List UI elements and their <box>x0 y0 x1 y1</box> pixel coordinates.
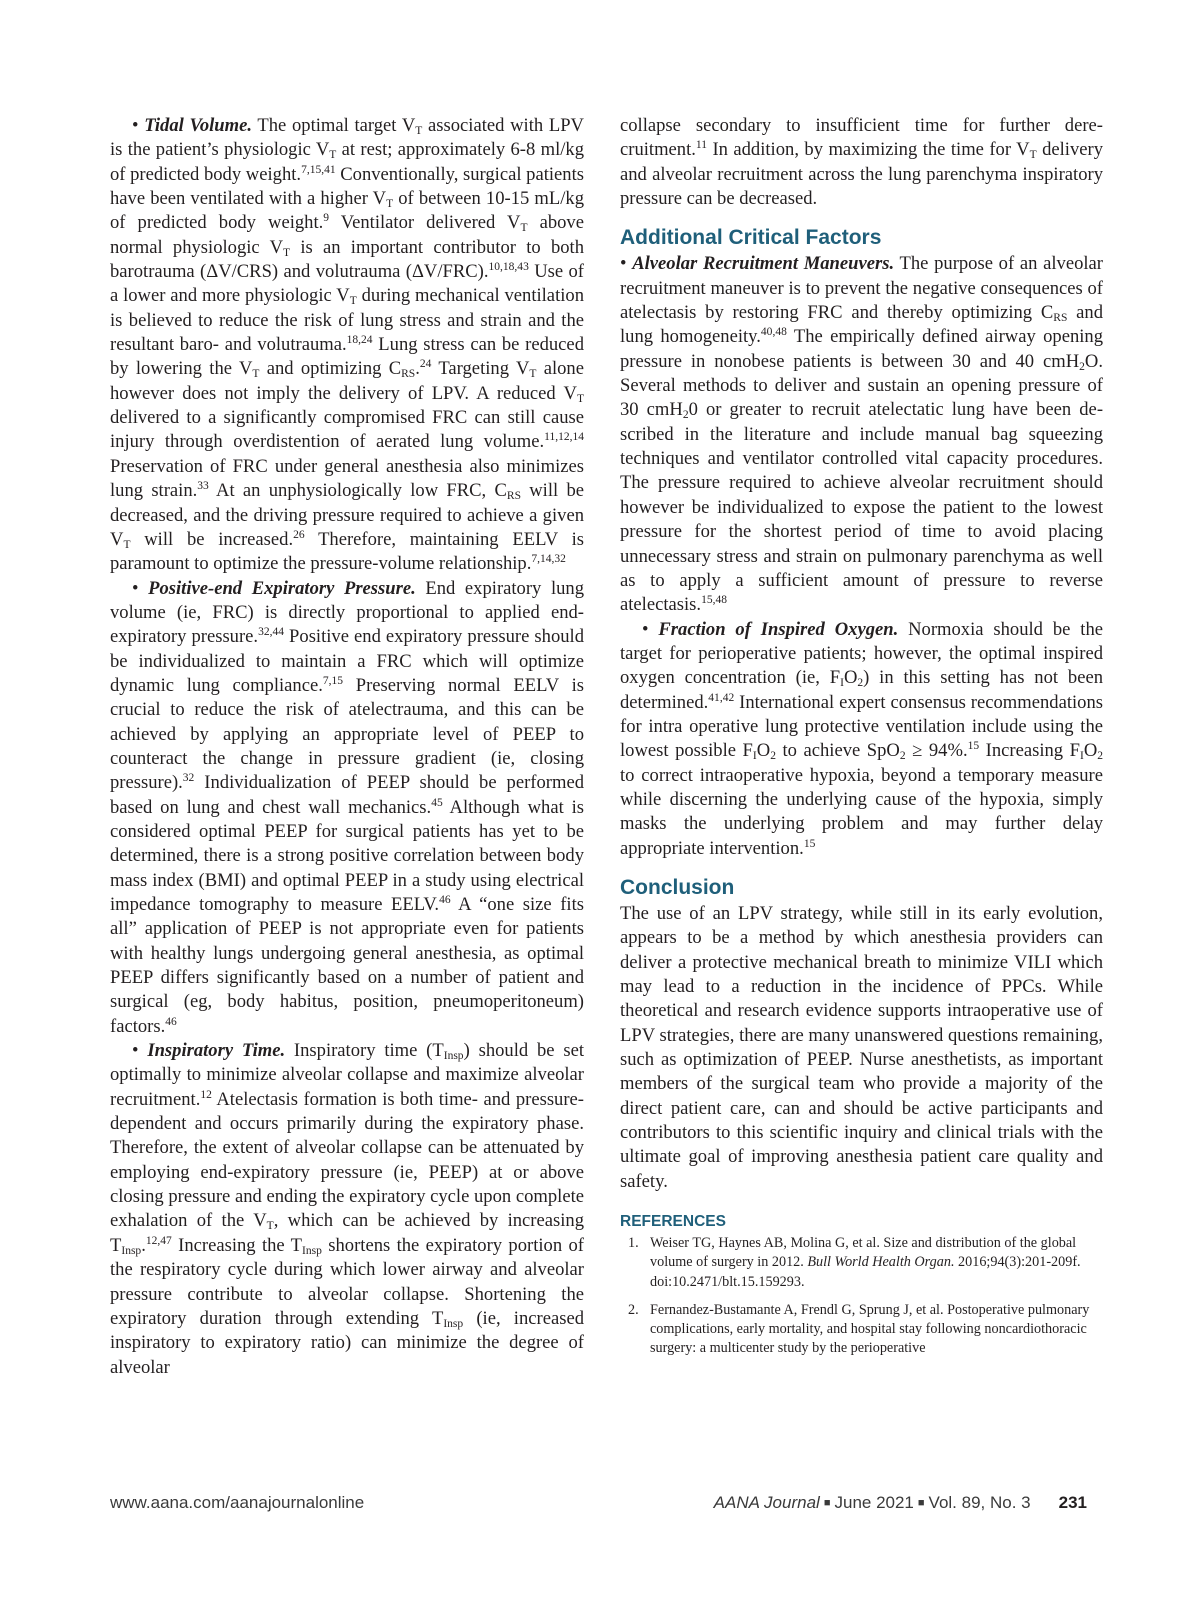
subscript: T <box>1029 149 1037 162</box>
citation: 11,12,14 <box>544 431 584 444</box>
text: to correct intraoperative hypoxia, beyond a temporary measure while discerning the underlying cause of the hypoxia, simply masks the underlying problem and may further delay appropriate intervention. <box>620 764 1103 859</box>
subscript: RS <box>506 490 521 503</box>
footer-journal: AANA Journal <box>713 1493 820 1512</box>
subscript: 2 <box>770 750 776 763</box>
subscript: Insp <box>443 1318 464 1331</box>
reference-text: Weiser TG, Haynes AB, Molina G, et al. Size and distribution of the global volume of surgery in 2012. <box>650 1235 1077 1271</box>
text: and optimizing C <box>259 358 402 380</box>
text: Positive end expiratory pressure should be individualized to maintain a FRC which will optimize dynamic lung compliance. <box>110 626 584 696</box>
text: ) should be set optimally to minimize alveolar collapse and maximize alveolar recruitment. <box>110 1040 584 1110</box>
paragraph-peep: • Positive-end Expiratory Pressure. End expiratory lung volume (ie, FRC) is directly proportional to applied end-expiratory pressure.$^{32,44}$ Positive end expiratory pressure should be individualized to maintain a FRC which will optimize dynamic lung compliance.$^{7,15}$ Preserving normal EELV is crucial to reduce the risk of atelectrauma, and this can be achieved by applying an appropriate level of PEEP to counteract the change in pressure gradient (ie, closing pressure).$^{32}$ Individualization of PEEP should be performed based on lung and chest wall mechanics.$^{45}$ Although what is considered optimal PEEP for surgical patients has yet to be determined, there is a strong positive correlation between body mass index (BMI) and optimal PEEP in a study using electrical impedance tomography to measure EELV.$^{46}$ A “one size fits all” application of PEEP is not appropriate even for patients with healthy lungs undergoing general anesthesia, as optimal PEEP differs significantly based on a number of patient and surgical (eg, body habitus, position, pneumoperitoneum) factors.$^{46}$ <box>110 577 584 1037</box>
paragraph-inspired-oxygen: • Fraction of Inspired Oxygen. Normoxia should be the target for perioperative patients; however, the optimal inspired oxygen concentration (ie, $F_IO_2$) in this setting has not been determined.$^{41,42}$ International expert consensus recommendations for intra operative lung protective ventilation include using the lowest possible $F_IO_2$ to achieve SpO$_2$ ≥ 94%.$^{15}$ Increasing $F_IO_2$ to correct intraoperative hypoxia, beyond a temporary measure while discerning the underlying cause of the hypoxia, simply masks the underlying problem and may further delay appropriate intervention.$^{15}$ <box>620 618 1104 859</box>
text: At an unphysiologically low FRC, C <box>208 480 507 502</box>
run-in-heading: Inspiratory Time. <box>147 1040 286 1062</box>
references-heading: REFERENCES <box>620 1213 726 1231</box>
citation: 11 <box>695 139 707 152</box>
text: Although what is considered optimal PEEP for surgical patients has yet to be determined, there is a strong positive correlation between body mass index (BMI) and optimal PEEP in a study using electrical impedance tomography to measure EELV. <box>110 796 584 915</box>
text: . <box>141 1234 146 1256</box>
citation: 33 <box>197 480 209 493</box>
reference-text: 2016;94(3):201-209f. doi:10.2471/blt.15.159293. <box>650 1254 1081 1290</box>
paragraph-conclusion: The use of an LPV strategy, while still in its early evolution, appears to be a method by which anesthesia providers can deliver a protective mechanical breath to minimize VILI which may lead to a reduction in the incidence of PPCs. While theoretical and research evidence supports intraoperative use of LPV strategies, there are many unanswered questions remaining, such as optimization of PEEP. Nurse anesthetists, as important members of the surgical team who provide a majority of the direct patient care, can and should be active participants and contributors to this scientific inquiry and clinical trials with the ultimate goal of improving anesthesia patient care quality and safety. <box>620 902 1103 1192</box>
text: during mechanical ventilation is believed to reduce the risk of lung stress and strain and the resultant baro- and volutrauma. <box>110 285 584 356</box>
text: delivered to a significantly compromised FRC can still cause injury through overdistention of aerated lung volume. <box>110 407 584 453</box>
citation: 7,15,41 <box>301 163 336 176</box>
subscript: T <box>415 125 423 138</box>
text: (ie, increased inspiratory to expiratory ratio) can minimize the degree of alveolar <box>110 1307 584 1378</box>
text: associated with LPV is the patient’s physiologic V <box>110 115 584 161</box>
subscript: T <box>529 368 537 381</box>
text: The empirically defined airway opening pressure in nonobese patients is between 30 and 40 cmH <box>620 326 1103 372</box>
text: ) in this setting has not been determined. <box>620 667 1104 713</box>
text: Preservation of FRC under general anesthesia also minimizes lung strain. <box>110 455 584 502</box>
citation: 12 <box>200 1088 212 1101</box>
run-in-heading: Fraction of Inspired Oxygen. <box>658 618 899 640</box>
subscript: I <box>1079 750 1084 763</box>
subscript: I <box>752 750 757 763</box>
subscript: T <box>329 149 337 162</box>
citation: 12,47 <box>145 1234 172 1247</box>
text: to achieve SpO <box>775 740 900 762</box>
text: Increasing F <box>979 740 1080 762</box>
text: A “one size fits all” application of PEEP is not appropriate even for patients with healthy lungs undergoing general anesthesia, as optimal PEEP differs significantly based on a number of patient and surgical (eg, body habitus, position, pneumoperitoneum) factors. <box>110 894 584 1037</box>
subscript: 2 <box>682 409 689 422</box>
subscript: 2 <box>1097 750 1104 763</box>
text: . <box>415 358 420 380</box>
text: O <box>843 667 858 689</box>
citation: 24 <box>419 358 432 371</box>
separator-square-icon: ■ <box>823 1497 831 1509</box>
subscript: T <box>520 222 528 235</box>
text: Ventilator delivered V <box>329 212 521 234</box>
right-column <box>620 114 1103 1367</box>
text: O <box>1083 740 1098 762</box>
citation: 15 <box>967 740 980 753</box>
text: O <box>756 740 771 762</box>
text: The purpose of an alveolar recruitment maneuver is to prevent the negative consequences of atelectasis by restoring FRC and thereby optimizing C <box>620 253 1103 324</box>
text: Therefore, maintaining EELV is paramount to optimize the pressure-volume relationship. <box>110 528 584 575</box>
text: Normoxia should be the target for perioperative patients; however, the optimal inspired oxygen concentration (ie, F <box>620 618 1103 689</box>
reference-item <box>620 1301 1103 1359</box>
citation: 32,44 <box>258 626 284 639</box>
citation: 46 <box>165 1015 177 1028</box>
subscript: T <box>349 295 357 308</box>
page-number: 231 <box>1058 1493 1087 1512</box>
text: collapse secondary to insufficient time for further derecruitment. <box>620 115 1103 161</box>
subscript: T <box>283 246 291 259</box>
text: Use of a lower and more physiologic V <box>110 261 584 307</box>
text: O. Several methods to deliver and sustain an opening pressure of 30 cmH <box>620 350 1103 421</box>
subscript: 2 <box>1079 360 1085 373</box>
text: Atelectasis formation is both time- and pressure-dependent and occurs primarily during the expiratory phase. Therefore, the extent of alveolar collapse can be attenuated by employing end-expiratory pressure (ie, PEEP) at or above closing pressure and ending the expiratory cycle upon complete exhalation of the V <box>110 1088 584 1232</box>
subscript: Insp <box>121 1245 142 1258</box>
subscript: T <box>576 393 584 405</box>
subscript: T <box>123 539 131 552</box>
paragraph-tidal-volume: • Tidal Volume. The optimal target $V_T$ associated with LPV is the patient’s physiologic $V_T$ at rest; approximately 6-8 ml/kg of predicted body weight.$^{7,15,41}$ Conventionally, surgical patients have been ventilated with a higher $V_T$ of between 10-15 mL/kg of predicted body weight.$^9$ Ventilator delivered $V_T$ above normal physiologic $V_T$ is an important contributor to both barotrauma (ΔV/CRS) and volutrauma (ΔV/FRC).$^{10,18,43}$ Use of a lower and more physiologic $V_T$ during mechanical ventilation is believed to reduce the risk of lung stress and strain and the resultant baro- and volutrauma.$^{18,24}$ Lung stress can be reduced by lowering the $V_T$ and optimizing $C_{RS}.^{24}$ Targeting $V_T$ alone however does not imply the delivery of LPV. A reduced $V_T$ delivered to a significantly compromised FRC can still cause injury through overdistention of aerated lung volume.$^{11,12,14}$ Preservation of FRC under general anesthesia also minimizes lung strain.$^{33}$ At an unphysiologically low FRC, $C_{RS}$ will be decreased, and the driving pressure required to achieve a given $V_T$ will be increased.$^{26}$ Therefore, maintaining EELV is paramount to optimize the pressure-volume relationship.$^{7,14,32}$ <box>110 115 585 575</box>
text: Conventionally, surgical patients have been ventilated with a higher V <box>110 163 585 210</box>
reference-item <box>620 1234 1103 1292</box>
left-column <box>110 114 584 1380</box>
text: will be decreased, and the driving pressure required to achieve a given V <box>110 480 584 550</box>
reference-number: 1. <box>628 1235 639 1252</box>
subscript: 2 <box>857 677 864 690</box>
paragraph-continued <box>620 114 1103 211</box>
subscript: Insp <box>302 1245 322 1258</box>
citation: 15 <box>803 837 816 850</box>
citation: 41,42 <box>708 691 735 704</box>
text: In addition, by maximizing the time for V <box>707 139 1030 161</box>
run-in-heading: Positive-end Expiratory Pressure. <box>148 577 416 599</box>
footer-journal-info <box>714 1492 1087 1516</box>
subscript: RS <box>401 368 416 381</box>
reference-text: Fernandez-Bustamante A, Frendl G, Sprung J, et al. Postoperative pulmonary complications, early mortality, and hospital stay following noncardiothoracic surgery: a multicenter study by the perioperative <box>650 1301 1090 1357</box>
separator-square-icon: ■ <box>917 1497 925 1509</box>
subscript: 2 <box>899 750 906 763</box>
footer-date: June 2021 <box>834 1493 914 1512</box>
citation: 10,18,43 <box>488 260 529 273</box>
citation: 46 <box>439 893 451 906</box>
citation: 45 <box>431 796 443 809</box>
paragraph-inspiratory-time: • Inspiratory Time. Inspiratory time $(T_{Insp})$ should be set optimally to minimize alveolar collapse and maximize alveolar recruitment.$^{12}$ Atelectasis formation is both time- and pressure-dependent and occurs primarily during the expiratory phase. Therefore, the extent of alveolar collapse can be attenuated by employing end-expiratory pressure (ie, PEEP) at or above closing pressure and ending the expiratory cycle upon complete exhalation of the $V_T$, which can be achieved by increasing $T_{Insp}.^{12,47}$ Increasing the $T_{Insp}$ shortens the expiratory portion of the respiratory cycle during which lower airway and alveolar pressure contribute to alveolar collapse. Shortening the expiratory duration through extending $T_{Insp}$ (ie, increased inspiratory to expiratory ratio) can minimize the degree of alveolar <box>110 1040 584 1378</box>
subscript: T <box>252 368 260 381</box>
text: shortens the expiratory portion of the respiratory cycle during which lower airway and alveolar pressure contribute to alveolar collapse. Shortening the expiratory duration through extending T <box>110 1234 584 1329</box>
subscript: I <box>840 677 844 690</box>
text: of between 10-15 mL/kg of predicted body weight. <box>110 188 584 234</box>
subscript: Insp <box>443 1050 464 1063</box>
subscript: T <box>386 198 394 211</box>
citation: 15,48 <box>701 594 727 607</box>
text: ≥ 94%. <box>905 740 968 762</box>
citation: 40,48 <box>760 326 787 339</box>
text: International expert consensus recommendations for intra operative lung protective ventilation include using the lowest possible F <box>620 691 1103 762</box>
citation: 26 <box>293 528 305 541</box>
text: , which can be achieved by increasing T <box>110 1210 584 1256</box>
reference-journal: Bull World Health Organ. <box>807 1254 955 1271</box>
subscript: T <box>266 1220 274 1233</box>
text: Targeting V <box>431 358 530 380</box>
text: above normal physiologic V <box>110 212 584 258</box>
text: The optimal target V <box>252 115 416 136</box>
citation: 7,15 <box>322 674 344 687</box>
section-heading-additional-factors: Additional Critical Factors <box>620 226 882 250</box>
footer-volume: Vol. 89, No. 3 <box>928 1493 1031 1512</box>
text: and lung homogeneity. <box>620 302 1104 348</box>
text: at rest; approximately 6-8 ml/kg of predicted body weight. <box>110 139 584 185</box>
run-in-heading: Tidal Volume. <box>144 115 253 136</box>
text: 0 or greater to recruit atelectatic lung have been described in the literature and include manual bag squeezing techniques and ventilator controlled vital capacity procedures. The pressure required to achieve alveolar recruitment should however be individualized to expose the patient to the lowest pressure for the shortest period of time to avoid placing unnecessary stress and strain on pulmonary parenchyma as well as to apply a sufficient amount of pressure to reverse atelectasis. <box>620 399 1104 616</box>
text: will be increased. <box>130 528 294 550</box>
citation: 32 <box>182 772 195 785</box>
reference-list <box>620 1234 1103 1358</box>
text: Individualization of PEEP should be performed based on lung and chest wall mechanics. <box>110 772 584 818</box>
citation: 18,24 <box>346 333 373 346</box>
text: Inspiratory time (T <box>285 1040 444 1062</box>
citation: 9 <box>323 212 330 225</box>
text: Preserving normal EELV is crucial to reduce the risk of atelectrauma, and this can be achieved by applying an appropriate level of PEEP to counteract the change in pressure gradient (ie, closing pressure). <box>110 674 584 794</box>
text: alone however does not imply the delivery of LPV. A reduced V <box>110 358 584 404</box>
run-in-heading: Alveolar Recruitment Maneuvers. <box>632 253 895 275</box>
reference-number: 2. <box>628 1301 639 1318</box>
text: delivery and alveolar recruitment across the lung parenchyma inspiratory pressure can be decreased. <box>620 139 1103 210</box>
text: End expiratory lung volume (ie, FRC) is directly proportional to applied end-expiratory pressure. <box>110 577 584 648</box>
subscript: RS <box>1053 312 1068 325</box>
citation: 7,14,32 <box>531 553 566 566</box>
text: Increasing the T <box>171 1234 303 1256</box>
paragraph-recruitment-maneuvers: • Alveolar Recruitment Maneuvers. The purpose of an alveolar recruitment maneuver is to prevent the negative consequences of atelectasis by restoring FRC and thereby optimizing $C_{RS}$ and lung homogeneity.$^{40,48}$ The empirically defined airway opening pressure in nonobese patients is between 30 and 40 cmH$_2$O. Several methods to deliver and sustain an opening pressure of 30 cmH$_2$0 or greater to recruit atelectatic lung have been described in the literature and include manual bag squeezing techniques and ventilator controlled vital capacity procedures. The pressure required to achieve alveolar recruitment should however be individualized to expose the patient to the lowest pressure for the shortest period of time to avoid placing unnecessary stress and strain on pulmonary parenchyma as well as to apply a sufficient amount of pressure to reverse atelectasis.$^{15,48}$ <box>620 253 1104 616</box>
text: is an important contributor to both barotrauma (ΔV/CRS) and volutrauma (ΔV/FRC). <box>110 236 585 283</box>
text: Lung stress can be reduced by lowering the V <box>110 334 584 380</box>
section-heading-conclusion: Conclusion <box>620 875 735 899</box>
footer-url[interactable]: www.aana.com/aanajournalonline <box>110 1493 365 1512</box>
